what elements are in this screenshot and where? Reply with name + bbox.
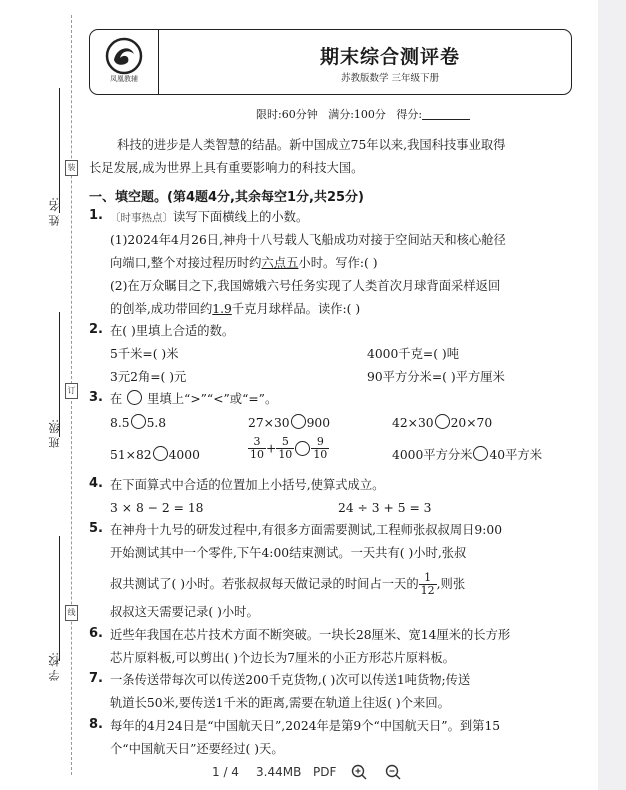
question-number: 6. — [89, 626, 103, 641]
question-line[interactable]: 个“中国航天日”还要经过( )天。 — [110, 742, 284, 756]
underlined-number: 六点五 — [261, 256, 299, 270]
pdf-toolbar — [200, 758, 412, 786]
text: 的创举,成功带回约 — [110, 302, 213, 316]
question-number: 2. — [89, 322, 103, 337]
zoom-in-icon[interactable] — [351, 764, 367, 783]
question-1-stem — [110, 208, 308, 227]
question-number: 8. — [89, 717, 103, 732]
question-number: 4. — [89, 476, 103, 491]
fraction: $\frac{3}{10}$ — [250, 435, 264, 461]
seal-mark: 装 — [65, 160, 78, 176]
compare-item-fraction: $\frac{3}{10}$ + $\frac{5}{10}$ $\frac{9}{10}$ — [250, 435, 328, 461]
compare-item: 51×82 4000 — [110, 448, 200, 462]
logo-text: 凤凰教辅 — [110, 75, 138, 83]
compare-circle[interactable] — [131, 414, 146, 429]
question-text: 在( )里填上合适的数。 — [110, 324, 235, 338]
answer-blank[interactable]: 千克月球样品。读作:( ) — [231, 302, 361, 316]
name-line — [59, 88, 60, 213]
phoenix-logo-icon — [104, 36, 144, 76]
exam-meta — [256, 106, 470, 122]
time-limit: 限时:60分钟 — [256, 108, 318, 121]
question-number: 5. — [89, 521, 103, 536]
answer-blank[interactable]: 小时。写作:( ) — [298, 256, 378, 270]
fraction: $\frac{9}{10}$ — [313, 435, 328, 461]
question-line[interactable]: 芯片原料板,可以剪出( )个边长为7厘米的小正方形芯片原料板。 — [110, 651, 455, 665]
compare-circle[interactable] — [473, 446, 488, 461]
equation[interactable]: 3 × 8 − 2 = 18 — [110, 501, 204, 515]
fraction: $\frac{1}{12}$ — [420, 571, 435, 597]
score-blank[interactable] — [422, 109, 470, 120]
compare-circle[interactable] — [435, 414, 450, 429]
question-number: 3. — [89, 390, 103, 405]
answer-blank[interactable]: 4000千克=( )吨 — [367, 347, 459, 361]
question-number: 7. — [89, 671, 103, 686]
text: 里填上“>”“<”或“=”。 — [147, 392, 278, 406]
score-label: 得分: — [396, 108, 423, 121]
name-label: 姓 名: — [48, 197, 61, 227]
answer-blank[interactable]: 3元2角=( )元 — [110, 370, 187, 384]
section-heading: 一、填空题。(第4题4分,其余每空1分,共25分) — [89, 190, 364, 205]
page-indicator[interactable]: 1 / 4 — [212, 765, 239, 779]
full-score: 满分:100分 — [328, 108, 386, 121]
question-line[interactable]: 轨道长50米,要传送1千米的距离,需要在轨道上往返( )个来回。 — [110, 696, 450, 710]
file-type: PDF — [313, 765, 337, 779]
equation[interactable]: 24 ÷ 3 + 5 = 3 — [338, 501, 432, 515]
underlined-number: 1.9 — [212, 302, 232, 316]
seal-mark: 订 — [65, 383, 78, 399]
fraction: $\frac{5}{10}$ — [278, 435, 293, 461]
question-line[interactable]: 一条传送带每次可以传送200千克货物,( )次可以传送1吨货物;传送 — [110, 673, 471, 687]
compare-item: 4000平方分米 40平方米 — [392, 448, 543, 462]
question-line: 在神舟十九号的研发过程中,有很多方面需要测试,工程师张叔叔周日9:00 — [110, 523, 503, 537]
compare-circle[interactable] — [295, 441, 310, 456]
question-text: 在下面算式中合适的位置加上小括号,使算式成立。 — [110, 478, 385, 492]
scrollbar[interactable] — [598, 0, 626, 790]
question-line[interactable]: 开始测试其中一个零件,下午4:00结束测试。一天共有( )小时,张叔 — [110, 546, 467, 560]
answer-blank[interactable]: 90平方分米=( )平方厘米 — [367, 370, 505, 384]
compare-circle[interactable] — [153, 446, 168, 461]
exam-header — [89, 29, 572, 95]
question-line[interactable]: 叔叔这天需要记录( )小时。 — [110, 605, 259, 619]
compare-circle[interactable] — [291, 414, 306, 429]
compare-item: 27×30 900 — [248, 416, 331, 430]
exam-title: 期末综合测评卷 — [319, 46, 460, 68]
answer-blank[interactable]: 5千米=( )米 — [110, 347, 179, 361]
question-line: 近些年我国在芯片技术方面不断突破。一块长28厘米、宽14厘米的长方形 — [110, 628, 511, 642]
exam-subtitle: 苏教版数学 三年级下册 — [340, 73, 440, 84]
question-line: 每年的4月24日是“中国航天日”,2024年是第9个“中国航天日”。到第15 — [110, 719, 501, 733]
compare-item: 42×30 20×70 — [392, 416, 493, 430]
question-line — [110, 254, 378, 272]
question-text: 读写下面横线上的小数。 — [173, 210, 309, 224]
question-line: (2)在万众瞩目之下,我国嫦娥六号任务实现了人类首次月球背面采样返回 — [110, 279, 501, 293]
seal-mark: 线 — [65, 605, 78, 621]
question-line — [110, 300, 360, 318]
text: 向端口,整个对接过程历时约 — [110, 256, 262, 270]
school-label: 学 校: — [48, 652, 61, 682]
zoom-out-icon[interactable] — [385, 764, 401, 783]
school-line — [59, 536, 60, 661]
question-text — [110, 390, 277, 408]
class-label: 班 级: — [48, 419, 61, 449]
intro-line: 长足发展,成为世界上具有重要影响力的科技大国。 — [89, 161, 364, 175]
text: 在 — [110, 392, 123, 406]
question-line[interactable]: 叔共测试了( )小时。若张叔叔每天做记录的时间占一天的 $\frac{1}{12}$ ,则张 — [110, 571, 466, 597]
compare-item: 8.5 5.8 — [110, 416, 167, 430]
question-number: 1. — [89, 208, 103, 223]
circle-blank-icon — [127, 390, 142, 405]
question-line: (1)2024年4月26日,神舟十八号载人飞船成功对接于空间站天和核心舱径 — [110, 233, 506, 247]
publisher-logo — [90, 30, 159, 94]
file-size: 3.44MB — [256, 765, 302, 779]
intro-line: 科技的进步是人类智慧的结晶。新中国成立75年以来,我国科技事业取得 — [117, 138, 506, 152]
hot-topic-tag: 〔时事热点〕 — [110, 212, 173, 224]
